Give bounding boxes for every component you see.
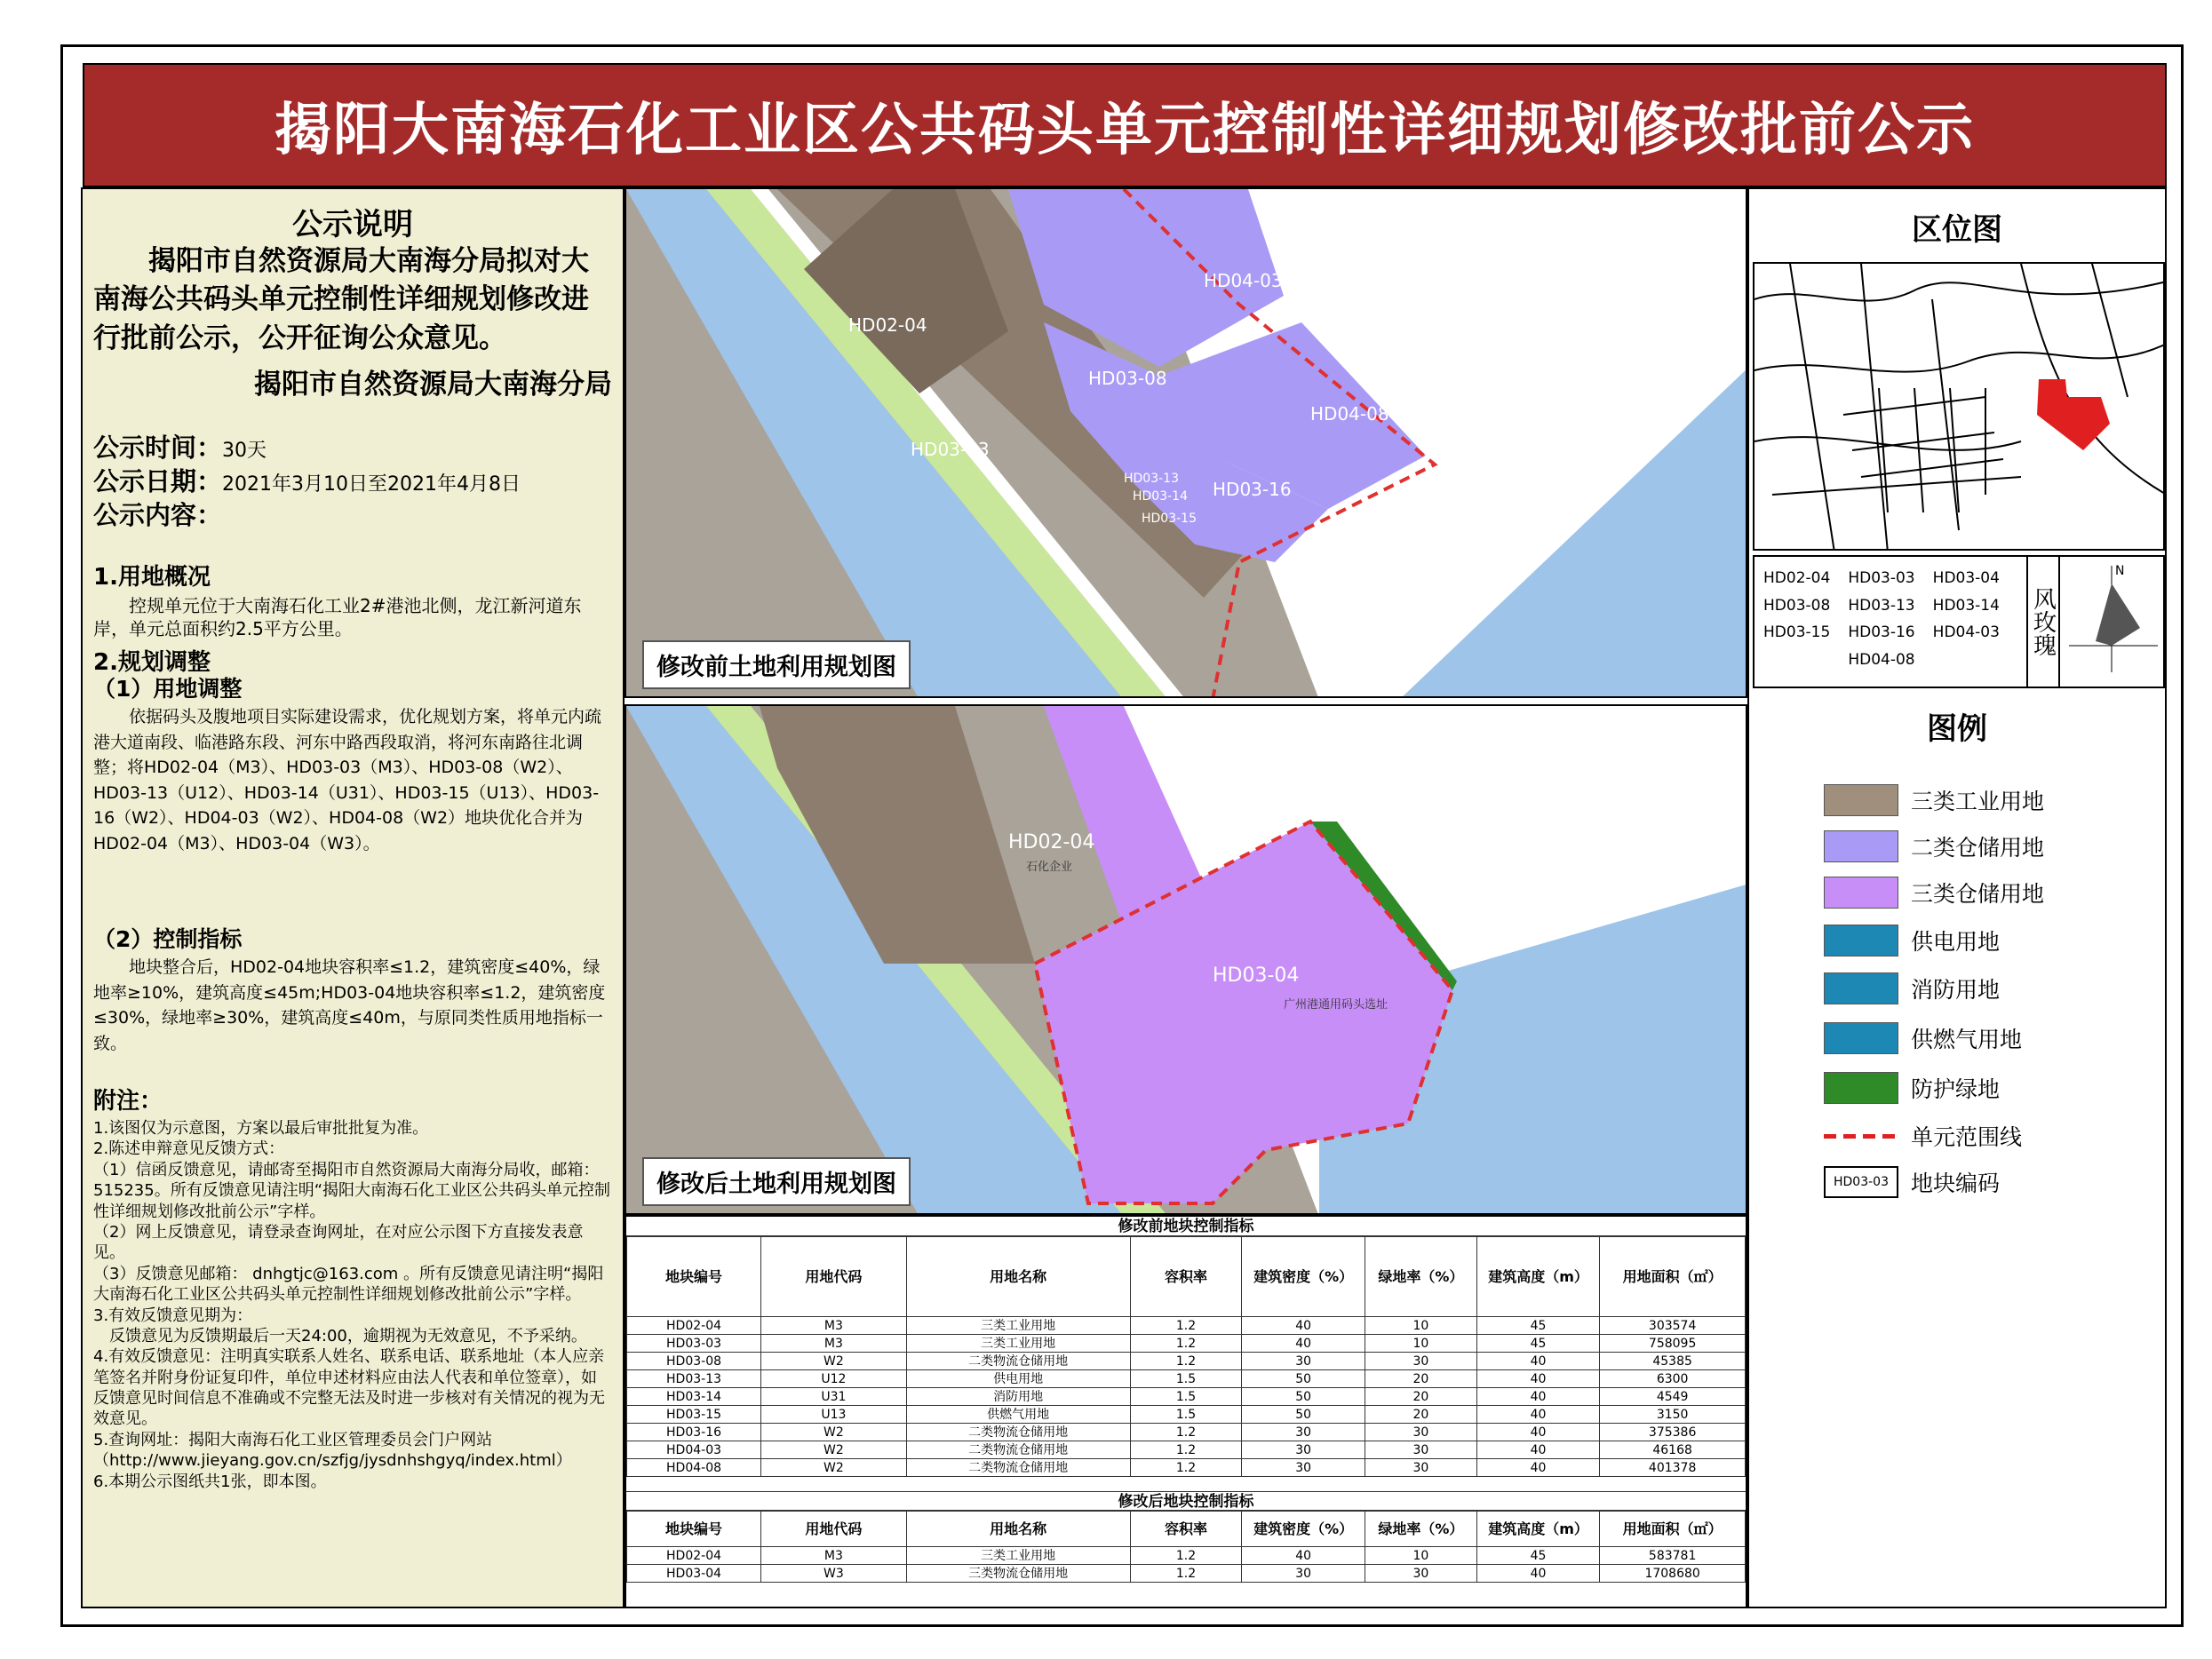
table-cell: 二类物流仓储用地 — [906, 1459, 1130, 1477]
table-cell: HD03-13 — [627, 1370, 761, 1388]
table-cell: HD03-03 — [627, 1335, 761, 1353]
table-cell: 三类工业用地 — [906, 1547, 1130, 1565]
table-before-caption: 修改前地块控制指标 — [626, 1217, 1746, 1236]
legend-swatch — [1824, 784, 1898, 816]
table-cell: HD04-08 — [627, 1459, 761, 1477]
page-title: 揭阳大南海石化工业区公共码头单元控制性详细规划修改批前公示 — [275, 98, 1975, 163]
legend-swatch — [1824, 1072, 1898, 1104]
s2-title: 2.规划调整 — [93, 649, 211, 676]
wind-rose-label: 风玫瑰 — [2028, 557, 2060, 687]
plot-label: HD02-04 — [848, 314, 927, 336]
table-row — [627, 1370, 1746, 1388]
table-cell: 30 — [1365, 1565, 1476, 1583]
table-cell: 30 — [1365, 1424, 1476, 1441]
legend-label: 三类仓储用地 — [1911, 881, 2045, 907]
table-cell: 1.2 — [1130, 1353, 1242, 1370]
location-map — [1753, 262, 2165, 551]
note-item: （3）反馈意见邮箱： dnhgtjc@163.com 。所有反馈意见请注明“揭阳大南海石化工业区公共码头单元控制性详细规划修改批前公示”字样。 — [93, 1264, 604, 1305]
poster-frame — [60, 44, 2184, 1627]
table-header: 用地代码 — [761, 1237, 907, 1317]
legend-swatch — [1824, 830, 1898, 862]
table-cell: 二类物流仓储用地 — [906, 1353, 1130, 1370]
plot-code: HD04-08 — [1848, 650, 1915, 669]
table-cell: 50 — [1242, 1370, 1365, 1388]
table-cell: 45385 — [1600, 1353, 1746, 1370]
table-cell: 20 — [1365, 1388, 1476, 1406]
location-map-drawing — [1754, 264, 2165, 551]
time-value: 30天 — [222, 440, 267, 462]
table-cell: 4549 — [1600, 1388, 1746, 1406]
legend-swatch — [1824, 925, 1898, 957]
wind-rose-icon — [2060, 557, 2163, 687]
plot-label: HD03-13 — [1124, 472, 1179, 486]
s2a-text: 依据码头及腹地项目实际建设需求，优化规划方案，将单元内疏港大道南段、临港路东段、河东中路西段取消，将河东南路往北调整；将HD02-04（M3）、HD03-03（M3）、HD03-08（W2）、HD03-13（U12）、HD03-14（U31）、HD03-15（U13）、HD03-16（W2）、HD04-03（W2）、HD04-08（W2）地块优化合并为HD02-04（M3）、HD03-04（W3）。 — [93, 707, 602, 853]
s2b-title: （2）控制指标 — [93, 926, 243, 952]
table-cell: 46168 — [1600, 1441, 1746, 1459]
table-cell: 40 — [1242, 1547, 1365, 1565]
table-cell: 30 — [1242, 1424, 1365, 1441]
table-cell: 40 — [1242, 1335, 1365, 1353]
table-cell: 供燃气用地 — [906, 1406, 1130, 1424]
table-cell: HD03-15 — [627, 1406, 761, 1424]
compass-n: N — [2115, 564, 2125, 578]
table-cell: 45 — [1476, 1335, 1599, 1353]
table-cell: W2 — [761, 1459, 907, 1477]
table-header: 用地名称 — [906, 1512, 1130, 1547]
table-row — [627, 1441, 1746, 1459]
table-cell: 1.2 — [1130, 1441, 1242, 1459]
table-cell: 45 — [1476, 1547, 1599, 1565]
plot-code: HD03-03 — [1848, 569, 1915, 587]
table-cell: 1.2 — [1130, 1424, 1242, 1441]
plot-code: HD03-08 — [1763, 596, 1831, 615]
table-after-caption: 修改后地块控制指标 — [626, 1491, 1746, 1511]
table-cell: W3 — [761, 1565, 907, 1583]
table-cell: HD04-03 — [627, 1441, 761, 1459]
table-row — [627, 1317, 1746, 1335]
legend-label: 单元范围线 — [1911, 1124, 2023, 1150]
note-title: 附注： — [93, 1088, 163, 1115]
legend-item — [1824, 782, 2044, 818]
table-cell: HD03-04 — [627, 1565, 761, 1583]
table-cell: 30 — [1242, 1441, 1365, 1459]
notice-heading: 公示说明 — [292, 207, 413, 242]
legend-label: 地块编码 — [1911, 1171, 2001, 1196]
note-item: 5.查询网址：揭阳大南海石化工业区管理委员会门户网站（http://www.jieyang.gov.cn/szfjg/jysdnhshgyq/index.html） — [93, 1430, 572, 1471]
table-row — [627, 1547, 1746, 1565]
table-cell: M3 — [761, 1335, 907, 1353]
plot-label: HD03-08 — [1088, 368, 1167, 389]
plot-label: HD04-03 — [1204, 270, 1283, 291]
legend-label: 二类仓储用地 — [1911, 835, 2045, 861]
legend-item — [1824, 971, 2000, 1006]
table-header: 容积率 — [1130, 1512, 1242, 1547]
map-after-drawing — [626, 706, 1747, 1215]
plot-label: HD03-03 — [911, 439, 990, 460]
table-cell: U31 — [761, 1388, 907, 1406]
table-cell: U13 — [761, 1406, 907, 1424]
table-cell: M3 — [761, 1317, 907, 1335]
legend-label: 供电用地 — [1911, 929, 2001, 955]
table-cell: 消防用地 — [906, 1388, 1130, 1406]
table-before-body — [627, 1317, 1746, 1477]
table-cell: 375386 — [1600, 1424, 1746, 1441]
table-cell: 303574 — [1600, 1317, 1746, 1335]
table-header: 地块编号 — [627, 1512, 761, 1547]
right-panel — [1747, 187, 2167, 1608]
legend-swatch — [1824, 972, 1898, 1004]
notice-panel — [81, 187, 625, 1608]
table-row — [627, 1424, 1746, 1441]
notice-date — [93, 464, 612, 498]
table-cell: HD02-04 — [627, 1317, 761, 1335]
table-header: 建筑密度（%） — [1242, 1512, 1365, 1547]
table-cell: 1.5 — [1130, 1406, 1242, 1424]
table-cell: 50 — [1242, 1406, 1365, 1424]
table-row — [627, 1565, 1746, 1583]
table-cell: W2 — [761, 1424, 907, 1441]
table-cell: 583781 — [1600, 1547, 1746, 1565]
table-header: 地块编号 — [627, 1237, 761, 1317]
table-cell: HD02-04 — [627, 1547, 761, 1565]
note-item: 2.陈述申辩意见反馈方式： — [93, 1139, 285, 1159]
title-banner — [83, 63, 2167, 187]
plot-label: HD02-04 — [1008, 831, 1095, 853]
control-index-tables — [625, 1215, 1747, 1608]
table-cell: HD03-16 — [627, 1424, 761, 1441]
map-after-caption: 修改后土地利用规划图 — [642, 1157, 911, 1206]
table-cell: 10 — [1365, 1335, 1476, 1353]
table-cell: W2 — [761, 1441, 907, 1459]
table-cell: HD03-14 — [627, 1388, 761, 1406]
plot-code: HD03-13 — [1848, 596, 1915, 615]
table-cell: 20 — [1365, 1406, 1476, 1424]
date-value: 2021年3月10日至2021年4月8日 — [222, 473, 521, 496]
plot-label: HD03-15 — [1142, 512, 1197, 526]
table-cell: 10 — [1365, 1547, 1476, 1565]
table-cell: 3150 — [1600, 1406, 1746, 1424]
table-header-row — [627, 1512, 1746, 1547]
legend-label: 三类工业用地 — [1911, 789, 2045, 814]
table-cell: 30 — [1365, 1441, 1476, 1459]
legend-swatch — [1824, 1022, 1898, 1054]
table-header: 容积率 — [1130, 1237, 1242, 1317]
map-after — [625, 704, 1747, 1215]
legend-item — [1824, 1164, 2000, 1200]
date-label: 公示日期： — [93, 466, 223, 496]
table-cell: 二类物流仓储用地 — [906, 1441, 1130, 1459]
legend-item — [1824, 1118, 2022, 1154]
plot-code: HD03-14 — [1932, 596, 2000, 615]
table-cell: 401378 — [1600, 1459, 1746, 1477]
table-header: 用地面积（㎡） — [1600, 1237, 1746, 1317]
legend-item — [1824, 1020, 2022, 1056]
table-cell: 20 — [1365, 1370, 1476, 1388]
table-cell: W2 — [761, 1353, 907, 1370]
note-item: 3.有效反馈意见期为： — [93, 1306, 253, 1325]
legend-item — [1824, 1070, 2000, 1106]
table-cell: 6300 — [1600, 1370, 1746, 1388]
table-header: 绿地率（%） — [1365, 1512, 1476, 1547]
table-cell: 40 — [1476, 1441, 1599, 1459]
table-cell: U12 — [761, 1370, 907, 1388]
table-cell: 45 — [1476, 1317, 1599, 1335]
table-cell: 二类物流仓储用地 — [906, 1424, 1130, 1441]
legend-title: 图例 — [1927, 711, 1987, 747]
legend-item — [1824, 829, 2044, 864]
plot-label: HD04-08 — [1310, 403, 1389, 425]
table-cell: 30 — [1242, 1353, 1365, 1370]
wind-rose-box — [2026, 557, 2163, 687]
table-cell: 30 — [1242, 1565, 1365, 1583]
map-before — [625, 187, 1747, 698]
location-title: 区位图 — [1912, 212, 2002, 248]
table-cell: 三类工业用地 — [906, 1317, 1130, 1335]
table-cell: 30 — [1365, 1353, 1476, 1370]
table-row — [627, 1353, 1746, 1370]
table-row — [627, 1459, 1746, 1477]
table-header: 用地代码 — [761, 1512, 907, 1547]
table-cell: 40 — [1476, 1370, 1599, 1388]
table-cell: 40 — [1476, 1424, 1599, 1441]
plot-code: HD02-04 — [1763, 569, 1831, 587]
table-cell: 40 — [1476, 1353, 1599, 1370]
plot-code: HD03-04 — [1932, 569, 2000, 587]
table-cell: 50 — [1242, 1388, 1365, 1406]
table-cell: 1.2 — [1130, 1547, 1242, 1565]
note-item: 反馈意见为反馈期最后一天24:00，逾期视为无效意见，不予采纳。 — [109, 1326, 587, 1345]
map-note: 广州港通用码头选址 — [1284, 998, 1388, 1012]
table-after — [626, 1511, 1746, 1583]
table-cell: 10 — [1365, 1317, 1476, 1335]
table-cell: 1708680 — [1600, 1565, 1746, 1583]
s1-title: 1.用地概况 — [93, 564, 211, 591]
table-cell: 三类物流仓储用地 — [906, 1565, 1130, 1583]
table-cell: 1.2 — [1130, 1459, 1242, 1477]
table-cell: 40 — [1476, 1459, 1599, 1477]
plot-code-list — [1754, 557, 2026, 687]
table-after-body — [627, 1547, 1746, 1583]
plot-label: HD03-04 — [1213, 964, 1300, 987]
map-note: 石化企业 — [1026, 861, 1073, 874]
map-before-caption: 修改前土地利用规划图 — [642, 640, 911, 689]
plot-label: HD03-16 — [1213, 479, 1292, 500]
table-cell: HD03-08 — [627, 1353, 761, 1370]
time-label: 公示时间： — [93, 433, 223, 463]
table-row — [627, 1406, 1746, 1424]
map-before-drawing — [626, 189, 1747, 698]
legend-swatch — [1824, 877, 1898, 909]
table-cell: 40 — [1476, 1406, 1599, 1424]
legend-item — [1824, 923, 2000, 958]
table-cell: 758095 — [1600, 1335, 1746, 1353]
table-cell: 40 — [1242, 1317, 1365, 1335]
legend-swatch — [1824, 1134, 1898, 1139]
legend-label: 消防用地 — [1911, 977, 2001, 1003]
note-item: （2）网上反馈意见，请登录查询网址，在对应公示图下方直接发表意见。 — [93, 1222, 584, 1263]
note-item: 4.有效反馈意见：注明真实联系人姓名、联系电话、联系地址（本人应亲笔签名并附身份证复印件，单位申述材料应由法人代表和单位签章），如反馈意见时间信息不准确或不完整无法及时进一步核对有关情况的视为无效意见。 — [93, 1347, 605, 1429]
table-header: 建筑高度（m） — [1476, 1512, 1599, 1547]
note-item: 6.本期公示图纸共1张，即本图。 — [93, 1472, 327, 1491]
table-cell: 40 — [1476, 1565, 1599, 1583]
legend-label: 供燃气用地 — [1911, 1027, 2023, 1052]
table-before — [626, 1236, 1746, 1477]
s2a-title: （1）用地调整 — [93, 676, 243, 702]
notice-authority: 揭阳市自然资源局大南海分局 — [254, 369, 612, 401]
legend-item — [1824, 875, 2044, 910]
table-cell: 1.5 — [1130, 1388, 1242, 1406]
table-header: 绿地率（%） — [1365, 1237, 1476, 1317]
notice-content-label: 公示内容： — [93, 500, 223, 530]
plot-label: HD03-14 — [1133, 489, 1188, 504]
table-cell: 30 — [1242, 1459, 1365, 1477]
plot-code-box — [1753, 555, 2165, 688]
table-cell: 1.5 — [1130, 1370, 1242, 1388]
table-header: 用地面积（㎡） — [1600, 1512, 1746, 1547]
table-header: 用地名称 — [906, 1237, 1130, 1317]
plot-code: HD04-03 — [1932, 623, 2000, 641]
table-cell: M3 — [761, 1547, 907, 1565]
note-item: 1.该图仅为示意图，方案以最后审批批复为准。 — [93, 1119, 429, 1138]
table-cell: 1.2 — [1130, 1565, 1242, 1583]
table-row — [627, 1388, 1746, 1406]
notice-intro: 揭阳市自然资源局大南海分局拟对大南海公共码头单元控制性详细规划修改进行批前公示，公开征询公众意见。 — [93, 245, 589, 354]
table-cell: 30 — [1365, 1459, 1476, 1477]
table-header: 建筑密度（%） — [1242, 1237, 1365, 1317]
table-header-row — [627, 1237, 1746, 1317]
s1-text: 控规单元位于大南海石化工业2#港池北侧，龙江新河道东岸，单元总面积约2.5平方公里。 — [93, 595, 582, 640]
table-cell: 供电用地 — [906, 1370, 1130, 1388]
table-cell: 40 — [1476, 1388, 1599, 1406]
table-cell: 1.2 — [1130, 1317, 1242, 1335]
plot-code: HD03-16 — [1848, 623, 1915, 641]
legend-swatch: HD03-03 — [1824, 1166, 1898, 1198]
notice-time — [93, 431, 612, 464]
plot-code: HD03-15 — [1763, 623, 1831, 641]
table-row — [627, 1335, 1746, 1353]
table-header: 建筑高度（m） — [1476, 1237, 1599, 1317]
note-item: （1）信函反馈意见，请邮寄至揭阳市自然资源局大南海分局收，邮箱：515235。所有反馈意见请注明“揭阳大南海石化工业区公共码头单元控制性详细规划修改批前公示”字样。 — [93, 1160, 611, 1221]
s2b-text: 地块整合后，HD02-04地块容积率≤1.2，建筑密度≤40%，绿地率≥10%，建筑高度≤45m;HD03-04地块容积率≤1.2，建筑密度≤30%，绿地率≥30%，建筑高度≤40m，与原同类性质用地指标一致。 — [93, 957, 606, 1053]
legend-label: 防护绿地 — [1911, 1076, 2001, 1102]
table-cell: 1.2 — [1130, 1335, 1242, 1353]
table-cell: 三类工业用地 — [906, 1335, 1130, 1353]
notes-list — [93, 1118, 612, 1492]
